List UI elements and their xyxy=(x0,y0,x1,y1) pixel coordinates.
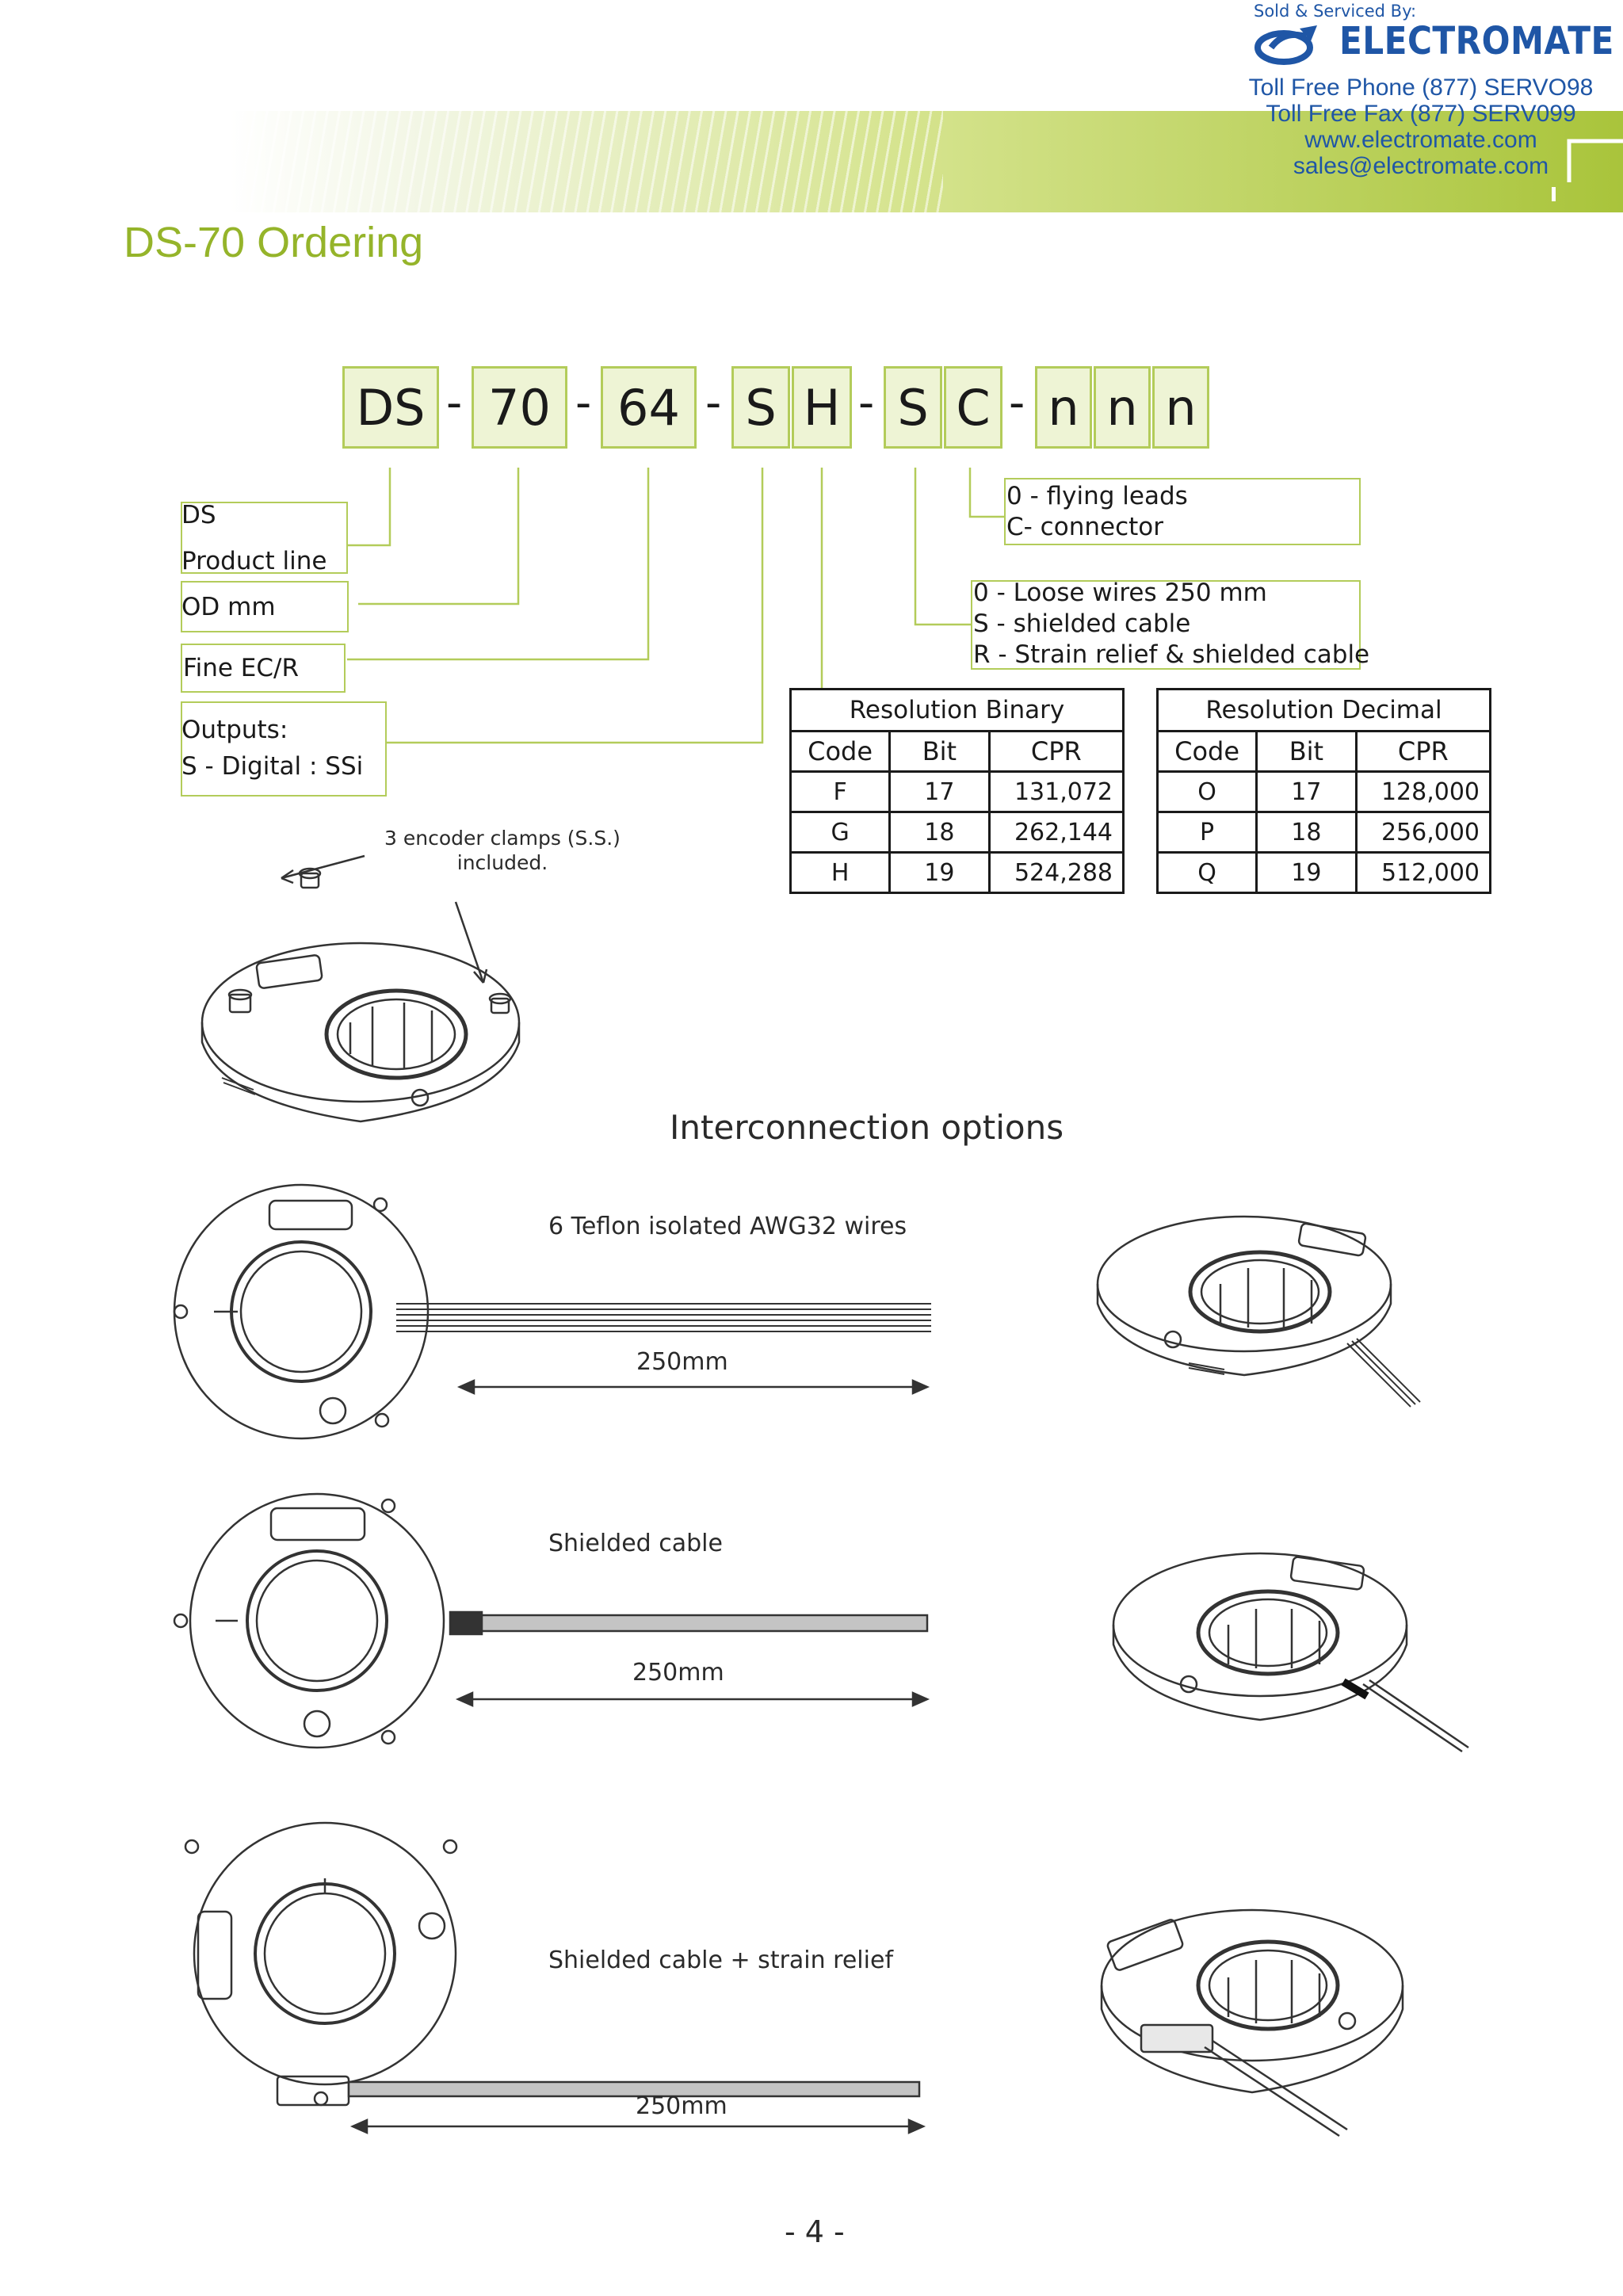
column-header: CPR xyxy=(989,732,1123,772)
table-cell: 18 xyxy=(1257,812,1356,853)
brand-name: ELECTROMATE xyxy=(1339,19,1614,63)
option-caption-shielded: Shielded cable xyxy=(548,1530,723,1557)
contact-phone: Toll Free Phone (877) SERVO98 xyxy=(1248,74,1594,101)
dimension-arrow xyxy=(460,1381,927,1393)
code-separator: - xyxy=(446,377,463,429)
table-title: Resolution Binary xyxy=(791,690,1124,732)
table-cell: 18 xyxy=(890,812,989,853)
label-flying-leads: 0 - flying leads xyxy=(1006,482,1188,510)
resolution-decimal-table xyxy=(1156,688,1491,894)
table-cell: 524,288 xyxy=(989,853,1123,893)
table-cell: 19 xyxy=(890,853,989,893)
page-title: DS-70 Ordering xyxy=(124,219,424,266)
table-row xyxy=(791,853,1124,893)
table-row xyxy=(1158,853,1491,893)
table-cell: G xyxy=(791,812,890,853)
contact-website[interactable]: www.electromate.com xyxy=(1304,127,1537,153)
table-row xyxy=(1158,812,1491,853)
page-number: - 4 - xyxy=(785,2214,845,2249)
label-shielded-cable: S - shielded cable xyxy=(973,609,1191,638)
table-row xyxy=(791,812,1124,853)
code-box-connector: C xyxy=(944,366,1002,449)
column-header: Bit xyxy=(1257,732,1356,772)
table-cell: 17 xyxy=(1257,772,1356,812)
table-cell: 128,000 xyxy=(1356,772,1490,812)
label-od-mm: OD mm xyxy=(181,593,276,621)
contact-fax: Toll Free Fax (877) SERV099 xyxy=(1266,101,1576,127)
code-box-custom-3: n xyxy=(1152,366,1209,449)
clamps-note-line-2: included. xyxy=(456,851,548,874)
contact-email[interactable]: sales@electromate.com xyxy=(1293,153,1549,179)
code-box-fine: 64 xyxy=(601,366,697,449)
resolution-binary-table xyxy=(789,688,1125,894)
option-caption-strain-relief: Shielded cable + strain relief xyxy=(548,1946,893,1974)
dimension-arrow xyxy=(458,1693,927,1706)
table-cell: O xyxy=(1158,772,1257,812)
option-strain-relief-iso-view xyxy=(1086,1898,1466,2152)
option-shielded-front-view xyxy=(158,1482,935,1759)
code-box-output: S xyxy=(731,366,790,449)
encoder-with-clamps-illustration xyxy=(174,840,555,1141)
table-cell: 17 xyxy=(890,772,989,812)
column-header: Bit xyxy=(890,732,989,772)
table-cell: 131,072 xyxy=(989,772,1123,812)
code-box-product-line: DS xyxy=(342,366,439,449)
table-cell: Q xyxy=(1158,853,1257,893)
column-header: Code xyxy=(1158,732,1257,772)
label-product-line: Product line xyxy=(181,547,327,575)
option-length-strain-relief: 250mm xyxy=(636,2092,727,2120)
table-cell: P xyxy=(1158,812,1257,853)
label-output-ssi: S - Digital : SSi xyxy=(181,752,364,781)
option-strain-relief-front-view xyxy=(158,1815,935,2148)
code-separator: - xyxy=(575,377,592,429)
sold-by-text: Sold & Serviced By: xyxy=(1254,2,1417,21)
option-shielded-iso-view xyxy=(1094,1545,1474,1767)
interconnection-heading: Interconnection options xyxy=(670,1108,1064,1147)
code-box-resolution: H xyxy=(792,366,852,449)
label-loose-wires: 0 - Loose wires 250 mm xyxy=(973,579,1267,607)
label-connector: C- connector xyxy=(1006,513,1163,541)
clamps-note-line-1: 3 encoder clamps (S.S.) xyxy=(384,827,621,850)
label-ds-code: DS xyxy=(181,501,216,529)
code-box-custom-1: n xyxy=(1035,366,1092,449)
table-cell: 256,000 xyxy=(1356,812,1490,853)
code-separator: - xyxy=(705,377,722,429)
option-wires-front-view xyxy=(158,1173,935,1450)
table-row xyxy=(1158,772,1491,812)
table-title: Resolution Decimal xyxy=(1158,690,1491,732)
option-length-shielded: 250mm xyxy=(632,1659,724,1687)
dimension-arrow xyxy=(353,2120,923,2133)
table-cell: 512,000 xyxy=(1356,853,1490,893)
label-outputs: Outputs: xyxy=(181,716,288,744)
column-header: Code xyxy=(791,732,890,772)
code-separator: - xyxy=(858,377,875,429)
label-fine-ecr: Fine EC/R xyxy=(183,654,299,682)
table-cell: 262,144 xyxy=(989,812,1123,853)
code-box-od: 70 xyxy=(472,366,567,449)
code-box-cable: S xyxy=(884,366,942,449)
table-row xyxy=(791,772,1124,812)
code-box-custom-2: n xyxy=(1094,366,1151,449)
option-caption-wires: 6 Teflon isolated AWG32 wires xyxy=(548,1213,907,1240)
table-cell: F xyxy=(791,772,890,812)
option-wires-iso-view xyxy=(1086,1205,1466,1427)
option-length-wires: 250mm xyxy=(636,1348,728,1376)
column-header: CPR xyxy=(1356,732,1490,772)
table-cell: 19 xyxy=(1257,853,1356,893)
table-cell: H xyxy=(791,853,890,893)
label-strain-relief: R - Strain relief & shielded cable xyxy=(973,640,1370,669)
code-separator: - xyxy=(1009,377,1025,429)
